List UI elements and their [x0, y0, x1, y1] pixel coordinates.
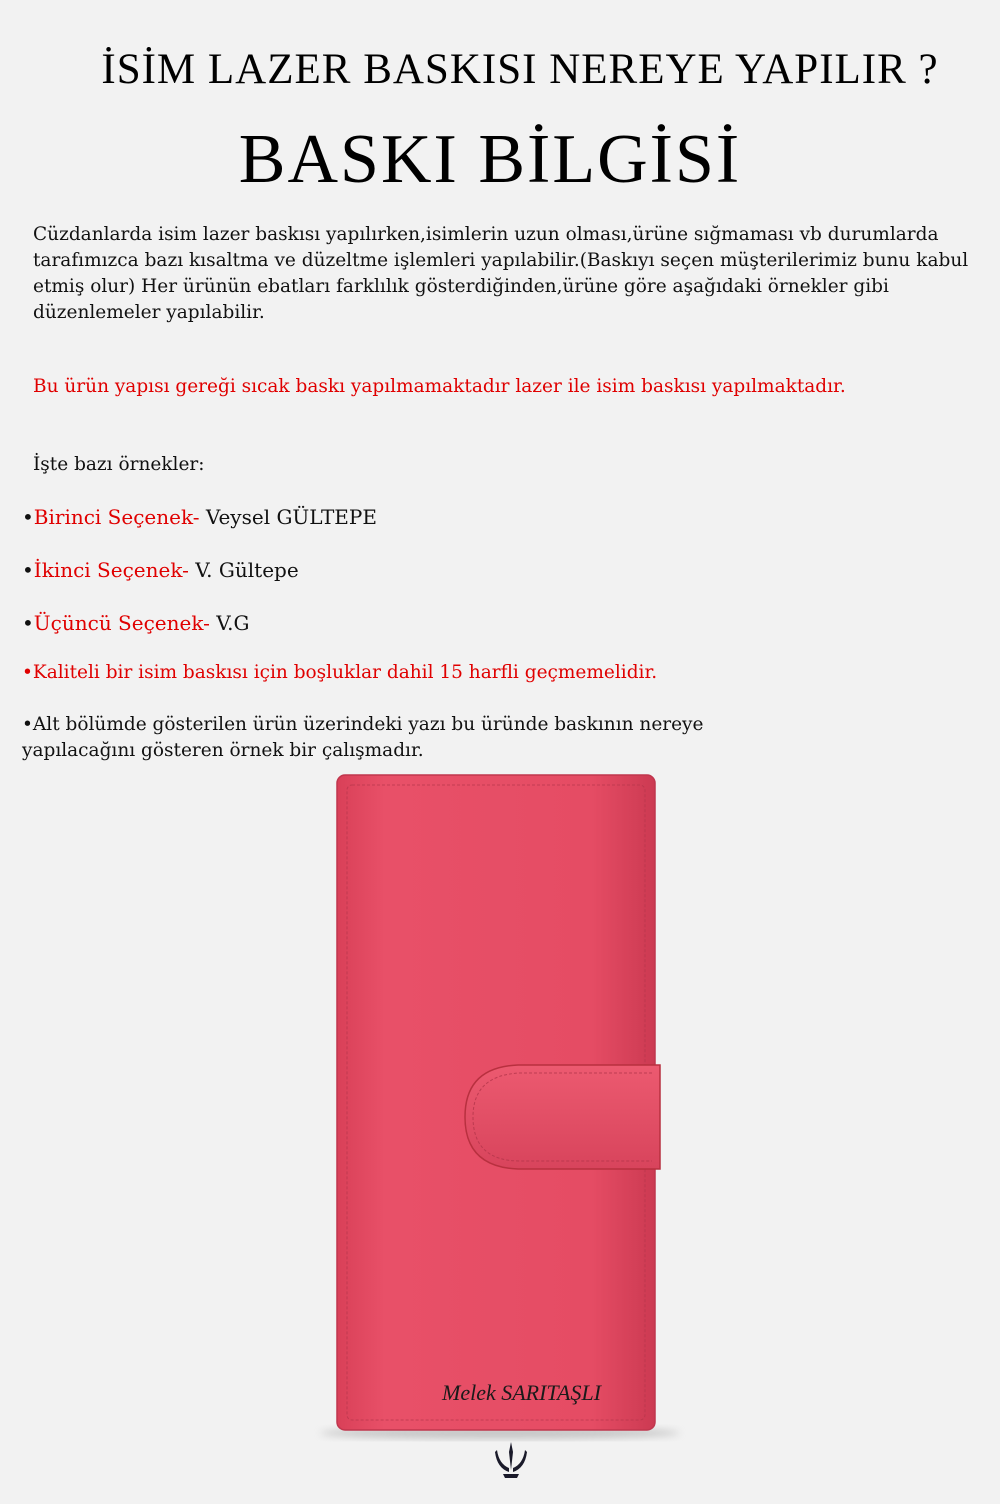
option-value: V. Gültepe — [195, 558, 299, 582]
option-value: Veysel GÜLTEPE — [205, 505, 377, 529]
option-value: V.G — [216, 611, 250, 635]
warning-paragraph: Bu ürün yapısı gereği sıcak baskı yapılmamaktadır lazer ile isim baskısı yapılmaktadır. — [33, 376, 846, 397]
trident-logo — [493, 1440, 529, 1480]
option-second — [22, 558, 299, 582]
option-third — [22, 611, 250, 635]
intro-paragraph: Cüzdanlarda isim lazer baskısı yapılırken,isimlerin uzun olması,ürüne sığmaması vb durumlarda tarafımızca bazı kısaltma ve düzeltme işlemleri yapılabilir.(Baskıyı seçen müşterilerimiz bunu kabul etmiş olur) Her ürünün ebatları farklılık gösterdiğinden,ürüne göre aşağıdaki örnekler gibi düzenlemeler yapılabilir. — [33, 224, 969, 323]
examples-intro: İşte bazı örnekler: — [33, 454, 205, 475]
bullet: • — [22, 611, 34, 635]
option-first — [22, 505, 377, 529]
header-question: İSİM LAZER BASKISI NEREYE YAPILIR ? — [101, 46, 939, 93]
letter-limit-note: •Kaliteli bir isim baskısı için boşluklar dahil 15 harfli geçmemelidir. — [22, 662, 658, 683]
wallet-strap — [465, 1065, 660, 1169]
bullet: • — [22, 505, 34, 529]
option-label: Üçüncü Seçenek- — [33, 611, 210, 635]
option-label: Birinci Seçenek- — [33, 505, 200, 529]
sample-note: •Alt bölümde gösterilen ürün üzerindeki yazı bu üründe baskının nereye yapılacağını gösteren örnek bir çalışmadır. — [22, 714, 704, 761]
engraving-text: Melek SARITAŞLI — [442, 1380, 602, 1405]
page-title: BASKI BİLGİSİ — [238, 121, 742, 198]
option-label: İkinci Seçenek- — [33, 558, 189, 582]
bullet: • — [22, 558, 34, 582]
trident-icon — [493, 1440, 529, 1480]
